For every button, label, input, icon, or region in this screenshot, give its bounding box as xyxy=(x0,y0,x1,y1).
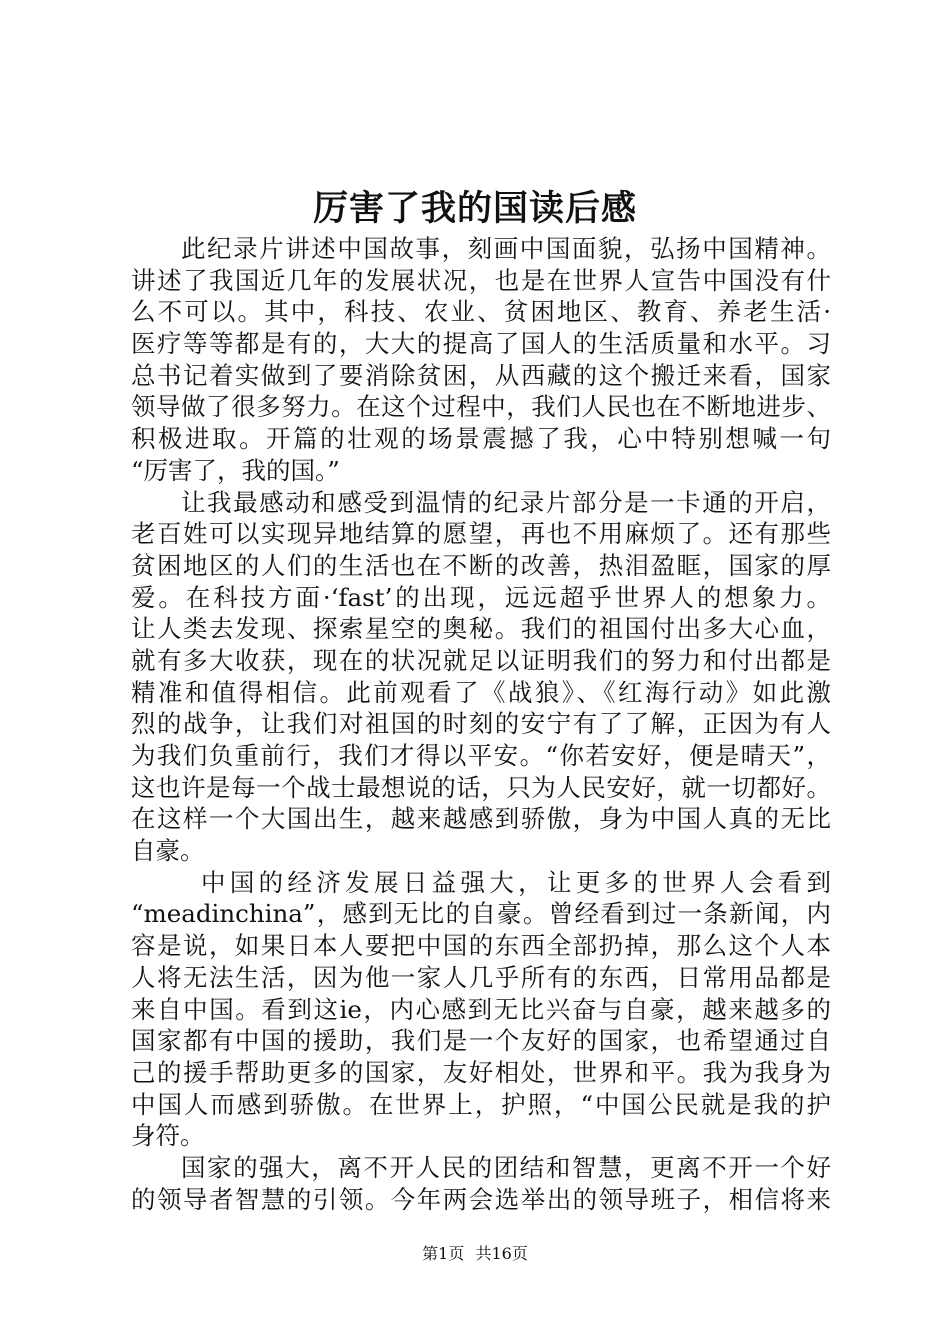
text-line: 在这样一个大国出生，越来越感到骄傲，身为中国人真的无比 xyxy=(131,804,831,834)
text-line: 老百姓可以实现异地结算的愿望，再也不用麻烦了。还有那些 xyxy=(131,519,831,549)
text-line: 积极进取。开篇的壮观的场景震撼了我，心中特别想喊一句 xyxy=(131,424,831,454)
page-total: 共16页 xyxy=(475,1244,528,1263)
document-body xyxy=(131,233,831,1215)
text-line: “meadinchina”，感到无比的自豪。曾经看到过一条新闻，内 xyxy=(131,899,831,929)
text-line: 爱。在科技方面·‘fast’的出现，远远超乎世界人的想象力。 xyxy=(131,582,831,612)
text-line: 国家的强大，离不开人民的团结和智慧，更离不开一个好 xyxy=(181,1152,831,1182)
text-line: 医疗等等都是有的，大大的提高了国人的生活质量和水平。习 xyxy=(131,329,831,359)
text-line: 国家都有中国的援助，我们是一个友好的国家，也希望通过自 xyxy=(131,1026,831,1056)
text-line: 精准和值得相信。此前观看了《战狼》、《红海行动》如此激 xyxy=(131,677,831,707)
text-line: 这也许是每一个战士最想说的话，只为人民安好，就一切都好。 xyxy=(131,772,831,802)
text-line: 中国的经济发展日益强大，让更多的世界人会看到 xyxy=(201,867,831,897)
document-title: 厉害了我的国读后感 xyxy=(312,188,637,229)
text-line: 的领导者智慧的引领。今年两会选举出的领导班子，相信将来 xyxy=(131,1184,831,1214)
text-line: 此纪录片讲述中国故事，刻画中国面貌，弘扬中国精神。 xyxy=(181,234,831,263)
text-line: 自豪。 xyxy=(131,836,205,866)
text-line: 么不可以。其中，科技、农业、贫困地区、教育、养老生活· xyxy=(131,297,831,327)
text-line: 让人类去发现、探索星空的奥秘。我们的祖国付出多大心血， xyxy=(131,614,831,644)
text-line: 来自中国。看到这ie，内心感到无比兴奋与自豪，越来越多的 xyxy=(131,994,831,1024)
text-line: 身符。 xyxy=(131,1121,205,1151)
text-line: 人将无法生活，因为他一家人几乎所有的东西，日常用品都是 xyxy=(131,962,831,992)
text-line: 容是说，如果日本人要把中国的东西全部扔掉，那么这个人本 xyxy=(131,931,831,961)
text-line: 烈的战争，让我们对祖国的时刻的安宁有了了解，正因为有人 xyxy=(131,709,831,739)
text-line: 贫困地区的人们的生活也在不断的改善，热泪盈眶，国家的厚 xyxy=(131,550,831,580)
text-line: 讲述了我国近几年的发展状况，也是在世界人宣告中国没有什 xyxy=(131,265,831,295)
page-number: 第1页 xyxy=(422,1244,465,1263)
text-line: 让我最感动和感受到温情的纪录片部分是一卡通的开启， xyxy=(181,487,831,517)
text-line: 中国人而感到骄傲。在世界上，护照，“中国公民就是我的护 xyxy=(131,1089,831,1119)
text-line: 总书记着实做到了要消除贫困，从西藏的这个搬迁来看，国家 xyxy=(131,360,831,390)
text-line: 为我们负重前行，我们才得以平安。“你若安好，便是晴天”， xyxy=(131,741,831,770)
text-line: “厉害了，我的国。” xyxy=(131,455,340,485)
text-line: 就有多大收获，现在的状况就足以证明我们的努力和付出都是 xyxy=(131,645,831,675)
text-line: 领导做了很多努力。在这个过程中，我们人民也在不断地进步、 xyxy=(131,392,831,422)
page-footer xyxy=(0,1242,950,1266)
text-line: 己的援手帮助更多的国家，友好相处，世界和平。我为我身为 xyxy=(131,1057,831,1087)
